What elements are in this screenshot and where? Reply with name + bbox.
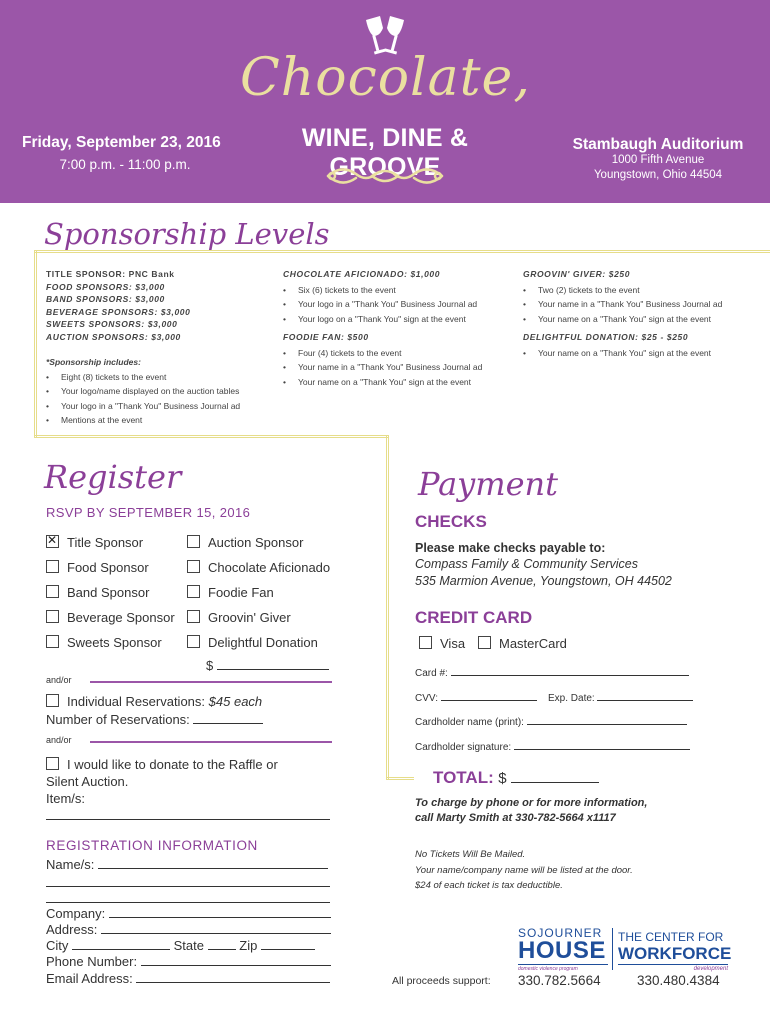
credit-card-heading: CREDIT CARD <box>415 608 533 627</box>
includes-item: • Your logo in a "Thank You" Business Journal ad <box>46 399 266 414</box>
sponsor-level-heading: CHOCOLATE AFICIONADO: $1,000 <box>283 269 441 279</box>
sponsor-level-heading: DELIGHTFUL DONATION: $25 - $250 <box>523 332 689 342</box>
includes-item: • Your logo/name displayed on the auction tables <box>46 384 266 399</box>
benefit-item: • Your name in a "Thank You" Business Journal ad <box>523 297 763 312</box>
option-groovin-giver[interactable]: Groovin' Giver <box>187 610 347 635</box>
gold-border-top <box>34 250 770 253</box>
registration-info-title: REGISTRATION INFORMATION <box>46 838 258 853</box>
sojourner-house-logo: SOJOURNER HOUSE domestic violence program <box>518 926 608 972</box>
benefit-item: • Your name on a "Thank You" sign at the event <box>523 312 763 327</box>
option-auction-sponsor[interactable]: Auction Sponsor <box>187 535 347 560</box>
checkbox[interactable] <box>187 585 200 598</box>
checkbox[interactable] <box>46 560 59 573</box>
register-options-right <box>187 535 347 660</box>
event-title-subtitle: WINE, DINE & GROOVE <box>301 124 469 181</box>
sponsorship-title: Sponsorship Levels <box>44 217 330 251</box>
checkbox[interactable] <box>419 636 432 649</box>
donate-option[interactable]: I would like to donate to the Raffle or Silent Auction. <box>46 757 278 789</box>
includes-label: *Sponsorship includes: <box>46 357 141 367</box>
and-or-label: and/or <box>46 675 72 685</box>
city-state-zip-field[interactable]: City State Zip <box>46 937 315 953</box>
cvv-field[interactable]: CVV: <box>415 688 537 704</box>
note-names-listed: Your name/company name will be listed at the door. <box>415 865 633 876</box>
payee-address: 535 Marmion Avenue, Youngstown, OH 44502 <box>415 574 672 588</box>
checkbox[interactable] <box>46 694 59 707</box>
sojourner-house-phone: 330.782.5664 <box>518 973 601 988</box>
card-number-field[interactable]: Card #: <box>415 663 689 679</box>
gold-border-left <box>34 250 37 438</box>
sponsor-level-heading: FOODIE FAN: $500 <box>283 332 369 342</box>
gold-border-divider <box>386 435 389 780</box>
includes-item: • Eight (8) tickets to the event <box>46 370 266 385</box>
payee-organization: Compass Family & Community Services <box>415 557 638 571</box>
includes-item: • Mentions at the event <box>46 413 266 428</box>
names-field[interactable]: Name/s: <box>46 856 328 872</box>
names-field-line[interactable] <box>46 874 330 887</box>
option-food-sponsor[interactable]: Food Sponsor <box>46 560 186 585</box>
benefit-item: • Your logo in a "Thank You" Business Journal ad <box>283 297 513 312</box>
phone-field[interactable]: Phone Number: <box>46 953 331 969</box>
venue-address-line2: Youngstown, Ohio 44504 <box>593 169 723 181</box>
venue-address-line1: 1000 Fifth Avenue <box>611 154 705 166</box>
items-label: Item/s: <box>46 791 86 806</box>
gold-border-connector <box>386 777 414 780</box>
sponsor-level: SWEETS SPONSORS: $3,000 <box>46 319 178 329</box>
checkbox-checked[interactable] <box>46 535 59 548</box>
and-or-label: and/or <box>46 735 72 745</box>
register-title: Register <box>44 458 182 496</box>
benefit-item: • Your logo on a "Thank You" sign at the event <box>283 312 513 327</box>
center-for-workforce-phone: 330.480.4384 <box>637 973 720 988</box>
sponsor-level-heading: GROOVIN' GIVER: $250 <box>523 269 631 279</box>
checkbox[interactable] <box>187 635 200 648</box>
checkbox[interactable] <box>187 535 200 548</box>
payable-label: Please make checks payable to: <box>415 541 606 555</box>
divider-line <box>90 741 332 743</box>
sponsor-col-3 <box>523 268 763 360</box>
event-venue: Stambaugh Auditorium <box>572 136 744 153</box>
divider-line <box>90 681 332 683</box>
items-field[interactable] <box>46 807 330 820</box>
event-title-script: Chocolate, <box>240 48 531 108</box>
sponsor-col-1 <box>46 268 266 428</box>
cardholder-signature-field[interactable]: Cardholder signature: <box>415 737 690 753</box>
individual-reservations[interactable]: Individual Reservations: $45 each <box>46 694 262 709</box>
benefit-item: • Your name on a "Thank You" sign at the event <box>523 346 763 361</box>
cardholder-name-field[interactable]: Cardholder name (print): <box>415 712 687 728</box>
benefit-item: • Six (6) tickets to the event <box>283 283 513 298</box>
payment-title: Payment <box>418 465 558 503</box>
sponsor-level: FOOD SPONSORS: $3,000 <box>46 281 165 292</box>
email-field[interactable]: Email Address: <box>46 970 330 986</box>
sponsor-level: BAND SPONSORS: $3,000 <box>46 294 165 304</box>
sponsor-level: AUCTION SPONSORS: $3,000 <box>46 331 181 342</box>
register-options-left <box>46 535 186 660</box>
benefit-item: • Four (4) tickets to the event <box>283 346 513 361</box>
sponsor-col-2 <box>283 268 513 389</box>
mastercard-option[interactable]: MasterCard <box>478 636 567 651</box>
benefit-item: • Your name in a "Thank You" Business Journal ad <box>283 360 513 375</box>
total-field[interactable]: TOTAL: $ <box>433 768 599 788</box>
option-band-sponsor[interactable]: Band Sponsor <box>46 585 186 610</box>
number-of-reservations-field[interactable]: Number of Reservations: <box>46 711 263 727</box>
option-foodie-fan[interactable]: Foodie Fan <box>187 585 347 610</box>
checkbox[interactable] <box>46 610 59 623</box>
option-beverage-sponsor[interactable]: Beverage Sponsor <box>46 610 186 635</box>
option-delightful-donation[interactable]: Delightful Donation <box>187 635 347 660</box>
benefit-item: • Your name on a "Thank You" sign at the event <box>283 375 513 390</box>
checkbox[interactable] <box>187 560 200 573</box>
option-chocolate-aficionado[interactable]: Chocolate Aficionado <box>187 560 347 585</box>
checkbox[interactable] <box>46 635 59 648</box>
sponsor-level: BEVERAGE SPONSORS: $3,000 <box>46 306 191 317</box>
amount-field[interactable]: $ <box>206 657 329 673</box>
sponsor-level: TITLE SPONSOR: PNC Bank <box>46 269 175 279</box>
center-for-workforce-logo: THE CENTER FOR WORKFORCE development <box>618 930 732 972</box>
checkbox[interactable] <box>46 757 59 770</box>
checkbox[interactable] <box>187 610 200 623</box>
note-no-tickets: No Tickets Will Be Mailed. <box>415 849 526 860</box>
exp-date-field[interactable]: Exp. Date: <box>548 688 693 704</box>
visa-option[interactable]: Visa <box>419 636 465 651</box>
address-field[interactable]: Address: <box>46 921 331 937</box>
phone-charge-contact: call Marty Smith at 330-782-5664 x1117 <box>415 812 616 824</box>
checkbox[interactable] <box>478 636 491 649</box>
note-tax-deductible: $24 of each ticket is tax deductible. <box>415 880 563 891</box>
option-sweets-sponsor[interactable]: Sweets Sponsor <box>46 635 186 660</box>
names-field-line[interactable] <box>46 890 330 903</box>
event-time: 7:00 p.m. - 11:00 p.m. <box>59 157 191 172</box>
event-date: Friday, September 23, 2016 <box>22 134 221 151</box>
option-title-sponsor[interactable]: ✕Title Sponsor <box>46 535 186 560</box>
company-field[interactable]: Company: <box>46 905 331 921</box>
logo-divider <box>612 928 613 970</box>
checks-heading: CHECKS <box>415 512 487 531</box>
proceeds-support-label: All proceeds support: <box>392 975 491 987</box>
checkbox[interactable] <box>46 585 59 598</box>
benefit-item: • Two (2) tickets to the event <box>523 283 763 298</box>
gold-border-bottom <box>34 435 389 438</box>
rsvp-deadline: RSVP BY SEPTEMBER 15, 2016 <box>46 505 251 520</box>
phone-charge-note: To charge by phone or for more information, <box>415 797 648 809</box>
flourish-ornament-icon <box>322 160 448 192</box>
